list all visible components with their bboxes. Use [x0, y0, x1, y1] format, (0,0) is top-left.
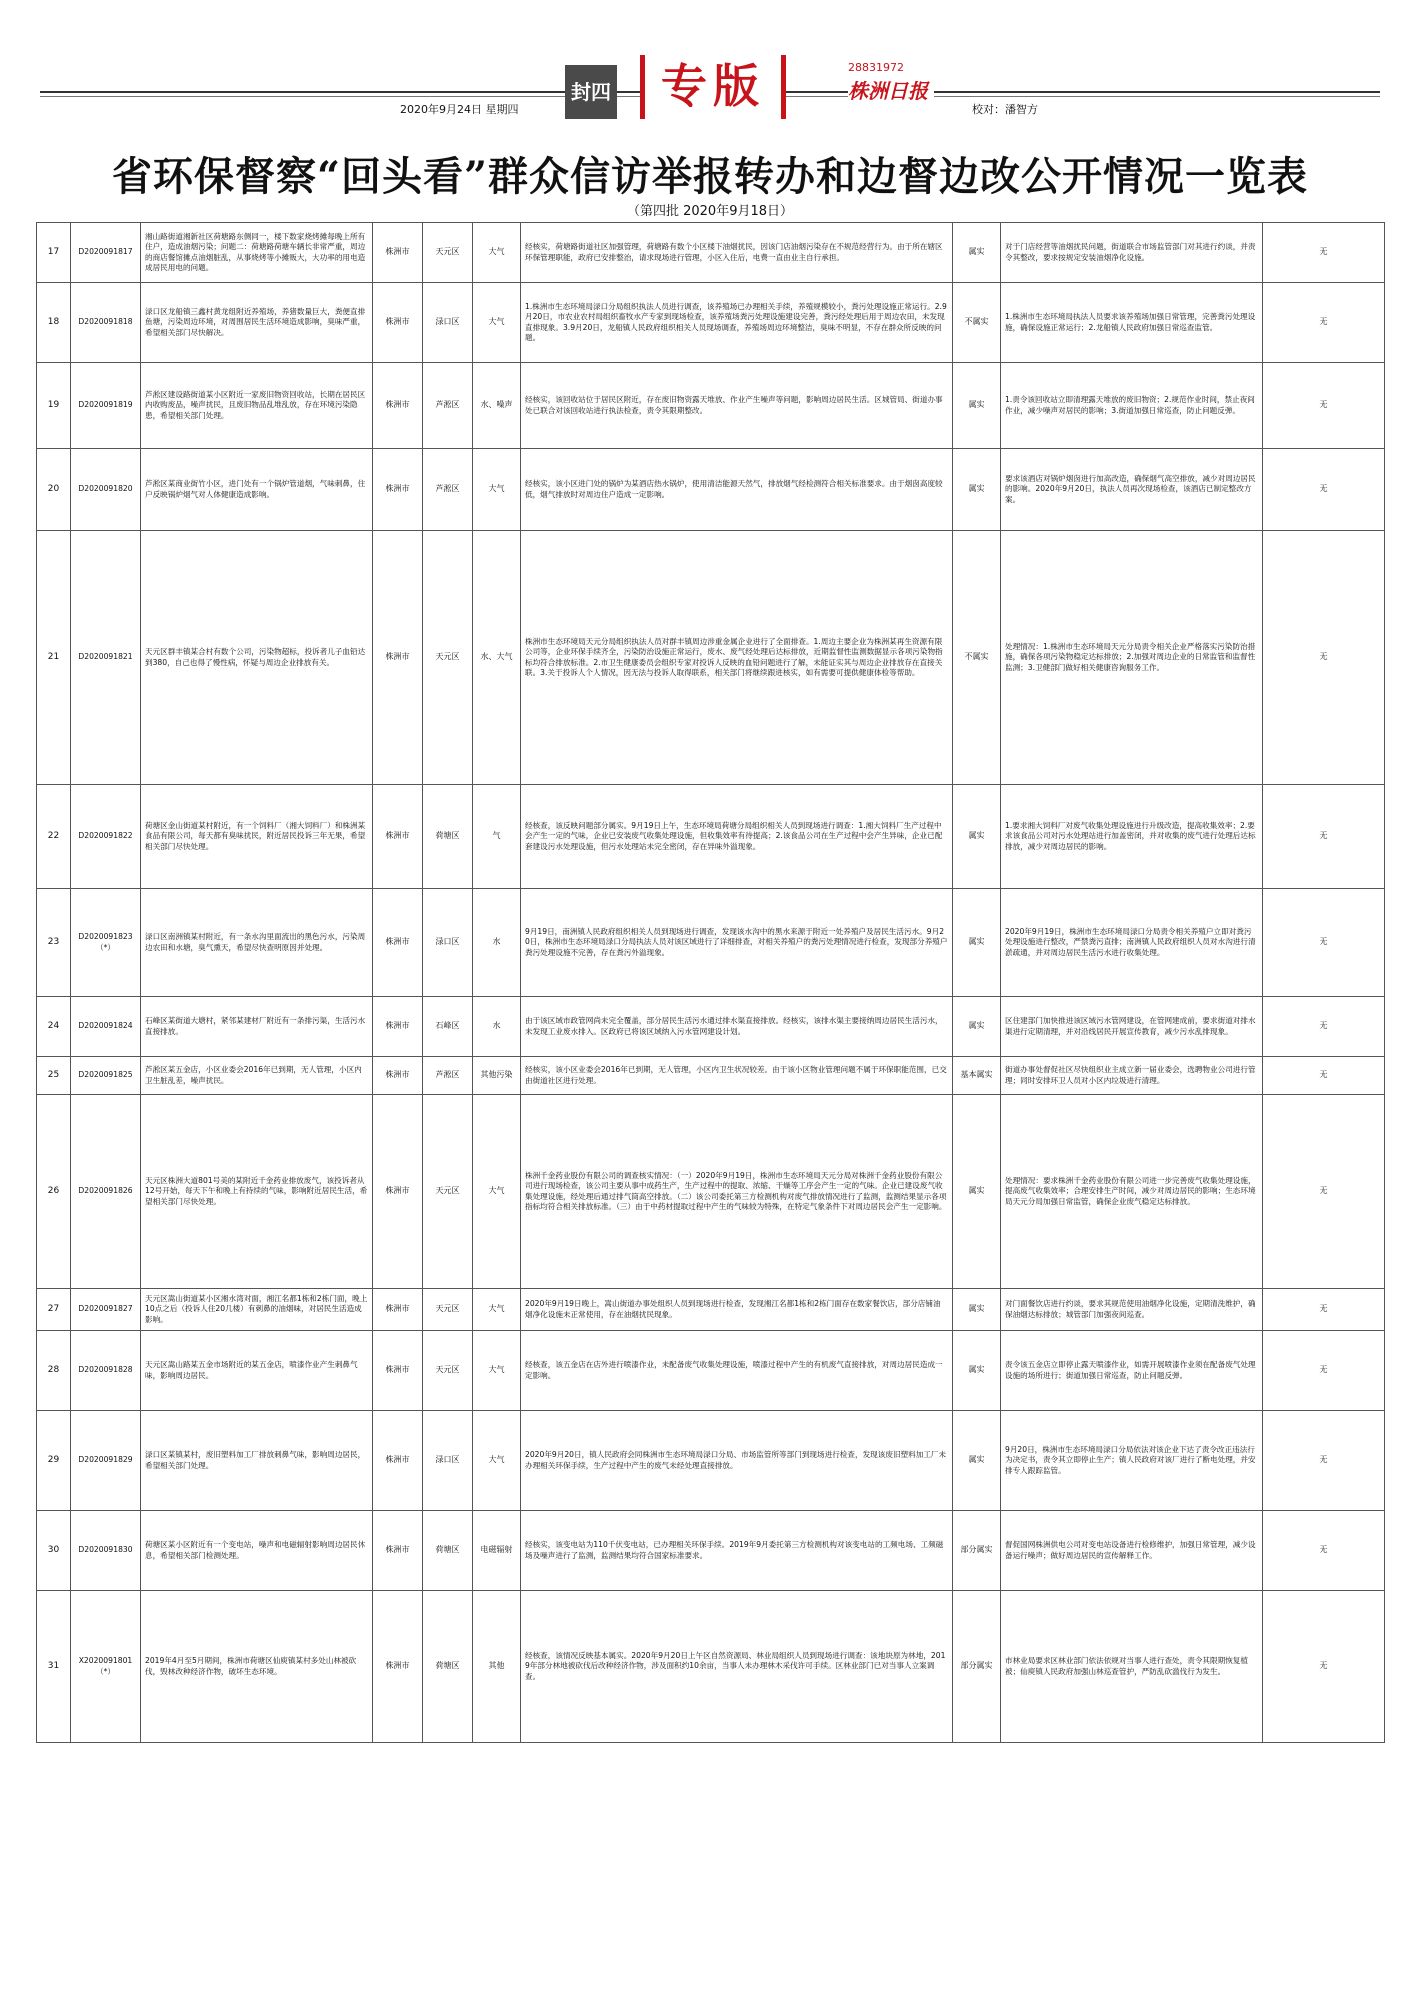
complaint-content: 渌口区某镇某村，废旧塑料加工厂排放刺鼻气味，影响周边居民，希望相关部门处理。: [141, 1411, 373, 1511]
row-number: 20: [37, 449, 71, 531]
complaint-content: 渌口区南洲镇某村附近，有一条水沟里面流出的黑色污水，污染周边农田和水塘，臭气熏天，希望尽快查明原因并处理。: [141, 889, 373, 997]
district: 芦淞区: [423, 1057, 473, 1095]
complaint-content: 荷塘区某小区附近有一个变电站，噪声和电磁辐射影响周边居民休息，希望相关部门检测处理。: [141, 1511, 373, 1591]
row-number: 26: [37, 1095, 71, 1289]
district: 石峰区: [423, 997, 473, 1057]
masthead: [40, 55, 1380, 123]
table-row: [37, 889, 1385, 997]
complaint-code: D2020091826: [71, 1095, 141, 1289]
complaint-table: [36, 222, 1385, 1743]
district: 荷塘区: [423, 1591, 473, 1743]
table-row: [37, 1057, 1385, 1095]
city: 株洲市: [373, 531, 423, 785]
district: 荷塘区: [423, 1511, 473, 1591]
investigation-result: 经核查，该情况反映基本属实。2020年9月20日上午区自然资源局、林业局组织人员到现场进行调查：该地块原为林地，2019年部分林地被砍伐后改种经济作物，涉及面积约10余亩，当事人未办理林木采伐许可手续。区林业部门已对当事人立案调查。: [521, 1591, 953, 1743]
accountability: 无: [1263, 283, 1385, 363]
pollution-type: 大气: [473, 223, 521, 283]
complaint-content: 芦淞区建设路街道某小区附近一家废旧物资回收站，长期在居民区内收购废品，噪声扰民，且废旧物品乱堆乱放，存在环境污染隐患，希望相关部门处理。: [141, 363, 373, 449]
handling-result: 街道办事处督促社区尽快组织业主成立新一届业委会，选聘物业公司进行管理；同时安排环卫人员对小区内垃圾进行清理。: [1001, 1057, 1263, 1095]
complaint-content: 荷塘区金山街道某村附近，有一个饲料厂（湘大饲料厂）和株洲某食品有限公司，每天都有臭味扰民，附近居民投诉三年无果，希望相关部门尽快处理。: [141, 785, 373, 889]
table-row: [37, 1511, 1385, 1591]
row-number: 29: [37, 1411, 71, 1511]
city: 株洲市: [373, 363, 423, 449]
table-row: [37, 449, 1385, 531]
accountability: 无: [1263, 363, 1385, 449]
complaint-code: D2020091823（*）: [71, 889, 141, 997]
investigation-result: 2020年9月20日，镇人民政府会同株洲市生态环境局渌口分局、市场监管所等部门到现场进行检查，发现该废旧塑料加工厂未办理相关环保手续，生产过程中产生的废气未经处理直接排放。: [521, 1411, 953, 1511]
row-number: 27: [37, 1289, 71, 1331]
investigation-result: 经核查，该反映问题部分属实。9月19日上午，生态环境局荷塘分局组织相关人员到现场进行调查：1.湘大饲料厂生产过程中会产生一定的气味，企业已安装废气收集处理设施，但收集效率有待提高；2.该食品公司在生产过程中会产生异味，企业已配套建设污水处理设施，但污水处理站未完全密闭，存在异味外溢现象。: [521, 785, 953, 889]
district: 芦淞区: [423, 449, 473, 531]
district: 天元区: [423, 223, 473, 283]
handling-result: 1.要求湘大饲料厂对废气收集处理设施进行升级改造，提高收集效率；2.要求该食品公司对污水处理站进行加盖密闭，并对收集的废气进行处理后达标排放，减少对周边居民的影响。: [1001, 785, 1263, 889]
accountability: 无: [1263, 1511, 1385, 1591]
pollution-type: 水: [473, 997, 521, 1057]
investigation-result: 株洲千金药业股份有限公司的调查核实情况：（一）2020年9月19日，株洲市生态环境局天元分局对株洲千金药业股份有限公司进行现场检查，该公司主要从事中成药生产，生产过程中的提取、浓缩、干燥等工序会产生一定的气味。企业已建设废气收集处理设施，经处理后通过排气筒高空排放。（二）该公司委托第三方检测机构对废气排放情况进行了监测，监测结果显示各项指标均符合相关排放标准。（三）由于中药材提取过程中产生的气味较为特殊，在特定气象条件下对周边居民会产生一定影响。: [521, 1095, 953, 1289]
row-number: 25: [37, 1057, 71, 1095]
city: 株洲市: [373, 1331, 423, 1411]
city: 株洲市: [373, 223, 423, 283]
pollution-type: 大气: [473, 1289, 521, 1331]
city: 株洲市: [373, 449, 423, 531]
section-label: 专版: [640, 55, 786, 119]
pollution-type: 大气: [473, 449, 521, 531]
complaint-content: 石峰区某街道大塘村，紧邻某建材厂附近有一条排污渠，生活污水直接排放。: [141, 997, 373, 1057]
row-number: 30: [37, 1511, 71, 1591]
pollution-type: 其他污染: [473, 1057, 521, 1095]
pollution-type: 大气: [473, 1095, 521, 1289]
city: 株洲市: [373, 1411, 423, 1511]
investigation-result: 由于该区域市政管网尚未完全覆盖，部分居民生活污水通过排水渠直接排放。经核实，该排水渠主要接纳周边居民生活污水，未发现工业废水排入。区政府已将该区域纳入污水管网建设计划。: [521, 997, 953, 1057]
handling-result: 对于门店经营等油烟扰民问题，街道联合市场监管部门对其进行约谈，并责令其整改，要求按规定安装油烟净化设施。: [1001, 223, 1263, 283]
district: 芦淞区: [423, 363, 473, 449]
investigation-result: 经核实，该变电站为110千伏变电站，已办理相关环保手续。2019年9月委托第三方检测机构对该变电站的工频电场、工频磁场及噪声进行了监测，监测结果均符合国家标准要求。: [521, 1511, 953, 1591]
complaint-content: 天元区群丰镇某合村有数个公司，污染物超标，投诉者儿子血铅达到380，自己也得了慢性病，怀疑与周边企业排放有关。: [141, 531, 373, 785]
city: 株洲市: [373, 1591, 423, 1743]
complaint-code: D2020091825: [71, 1057, 141, 1095]
verdict: 部分属实: [953, 1511, 1001, 1591]
complaint-code: D2020091830: [71, 1511, 141, 1591]
verdict: 不属实: [953, 283, 1001, 363]
district: 渌口区: [423, 283, 473, 363]
city: 株洲市: [373, 997, 423, 1057]
table-row: [37, 785, 1385, 889]
accountability: 无: [1263, 997, 1385, 1057]
district: 荷塘区: [423, 785, 473, 889]
pollution-type: 大气: [473, 1331, 521, 1411]
verdict: 属实: [953, 1331, 1001, 1411]
accountability: 无: [1263, 1591, 1385, 1743]
complaint-code: D2020091822: [71, 785, 141, 889]
investigation-result: 9月19日，南洲镇人民政府组织相关人员到现场进行调查，发现该水沟中的黑水来源于附近一处养殖户及居民生活污水。9月20日，株洲市生态环境局渌口分局执法人员对该区域进行了详细排查，对相关养殖户的粪污处理情况进行检查，发现部分养殖户粪污处理设施不完善，存在粪污外溢现象。: [521, 889, 953, 997]
complaint-content: 渌口区龙船镇三鑫村黄龙组附近养殖场，养猪数量巨大，粪便直排鱼塘，污染周边环境，对周围居民生活环境造成影响，臭味严重，希望相关部门尽快解决。: [141, 283, 373, 363]
verdict: 属实: [953, 1095, 1001, 1289]
city: 株洲市: [373, 1511, 423, 1591]
handling-result: 对门面餐饮店进行约谈，要求其规范使用油烟净化设施，定期清洗维护，确保油烟达标排放；城管部门加强夜间巡查。: [1001, 1289, 1263, 1331]
handling-result: 2020年9月19日，株洲市生态环境局渌口分局责令相关养殖户立即对粪污处理设施进行整改，严禁粪污直排；南洲镇人民政府组织人员对水沟进行清淤疏通，并对周边居民生活污水进行收集处理。: [1001, 889, 1263, 997]
district: 天元区: [423, 1095, 473, 1289]
complaint-content: 湘山路街道湘新社区荷塘路东侧同一，楼下数家烧烤摊每晚上所有住户，造成油烟污染；问题二：荷塘路荷塘车辆长非常严重，周边的商店餐馆摊点油烟脏乱，从事烧烤等小摊贩大，大功率的用电造成居民用电的问题。: [141, 223, 373, 283]
row-number: 21: [37, 531, 71, 785]
handling-result: 处理情况：1.株洲市生态环境局天元分局责令相关企业严格落实污染防治措施，确保各项污染物稳定达标排放；2.加强对周边企业的日常监管和监督性监测；3.卫健部门做好相关健康咨询服务工作。: [1001, 531, 1263, 785]
verdict: 基本属实: [953, 1057, 1001, 1095]
pollution-type: 水: [473, 889, 521, 997]
phone-number: 28831972: [848, 61, 904, 74]
handling-result: 督促国网株洲供电公司对变电站设备进行检修维护，加强日常管理，减少设备运行噪声；做好周边居民的宣传解释工作。: [1001, 1511, 1263, 1591]
handling-result: 区住建部门加快推进该区域污水管网建设，在管网建成前，要求街道对排水渠进行定期清理，并对沿线居民开展宣传教育，减少污水乱排现象。: [1001, 997, 1263, 1057]
accountability: 无: [1263, 889, 1385, 997]
handling-result: 市林业局要求区林业部门依法依规对当事人进行查处，责令其限期恢复植被；仙庾镇人民政府加强山林巡查管护，严防乱砍滥伐行为发生。: [1001, 1591, 1263, 1743]
complaint-code: D2020091829: [71, 1411, 141, 1511]
handling-result: 1.株洲市生态环境局执法人员要求该养殖场加强日常管理，完善粪污处理设施，确保设施正常运行；2.龙船镇人民政府加强日常巡查监管。: [1001, 283, 1263, 363]
verdict: 属实: [953, 889, 1001, 997]
verdict: 属实: [953, 1411, 1001, 1511]
accountability: 无: [1263, 1095, 1385, 1289]
city: 株洲市: [373, 1289, 423, 1331]
row-number: 18: [37, 283, 71, 363]
table-row: [37, 531, 1385, 785]
complaint-code: D2020091820: [71, 449, 141, 531]
verdict: 属实: [953, 1289, 1001, 1331]
verdict: 属实: [953, 223, 1001, 283]
complaint-content: 2019年4月至5月期间，株洲市荷塘区仙庾镇某村多处山林被砍伐，毁林改种经济作物，破坏生态环境。: [141, 1591, 373, 1743]
city: 株洲市: [373, 889, 423, 997]
handling-result: 9月20日，株洲市生态环境局渌口分局依法对该企业下达了责令改正违法行为决定书，责令其立即停止生产；镇人民政府对该厂进行了断电处理，并安排专人跟踪监管。: [1001, 1411, 1263, 1511]
complaint-code: D2020091824: [71, 997, 141, 1057]
row-number: 31: [37, 1591, 71, 1743]
pollution-type: 水、大气: [473, 531, 521, 785]
accountability: 无: [1263, 1411, 1385, 1511]
complaint-code: X2020091801（*）: [71, 1591, 141, 1743]
pollution-type: 其他: [473, 1591, 521, 1743]
table-row: [37, 363, 1385, 449]
handling-result: 1.责令该回收站立即清理露天堆放的废旧物资；2.规范作业时间，禁止夜间作业，减少噪声对居民的影响；3.街道加强日常巡查，防止问题反弹。: [1001, 363, 1263, 449]
pollution-type: 大气: [473, 283, 521, 363]
city: 株洲市: [373, 1095, 423, 1289]
proofreader: 校对：潘智方: [972, 103, 1038, 116]
investigation-result: 经核实，荷塘路街道社区加强管理，荷塘路有数个小区楼下油烟扰民，因该门店油烟污染存在不规范经营行为。由于所在辖区环保管理职能，政府已安排整治，请求现场进行管理，小区入住后，电费一直由业主自行承担。: [521, 223, 953, 283]
handling-result: 处理情况：要求株洲千金药业股份有限公司进一步完善废气收集处理设施，提高废气收集效率；合理安排生产时间，减少对周边居民的影响；生态环境局天元分局加强日常监管，确保企业废气稳定达标排放。: [1001, 1095, 1263, 1289]
complaint-content: 天元区嵩山街道某小区湘水湾对面，湘江名都1栋和2栋门面，晚上10点之后（投诉人住20几楼）有刺鼻的油烟味，对居民生活造成影响。: [141, 1289, 373, 1331]
investigation-result: 经核实，该小区进门处的锅炉为某酒店热水锅炉，使用清洁能源天然气，排放烟气经检测符合相关标准要求。由于烟囱高度较低，烟气排放时对周边住户造成一定影响。: [521, 449, 953, 531]
table-row: [37, 1591, 1385, 1743]
complaint-code: D2020091828: [71, 1331, 141, 1411]
complaint-code: D2020091821: [71, 531, 141, 785]
accountability: 无: [1263, 1331, 1385, 1411]
row-number: 19: [37, 363, 71, 449]
page-label: 封四: [565, 65, 617, 119]
complaint-code: D2020091818: [71, 283, 141, 363]
paper-logo: 株洲日报: [848, 75, 934, 104]
verdict: 属实: [953, 363, 1001, 449]
district: 天元区: [423, 531, 473, 785]
city: 株洲市: [373, 283, 423, 363]
page-title: 省环保督察“回头看”群众信访举报转办和边督边改公开情况一览表: [111, 153, 1308, 200]
table-row: [37, 283, 1385, 363]
table-row: [37, 1411, 1385, 1511]
pollution-type: 电磁辐射: [473, 1511, 521, 1591]
row-number: 22: [37, 785, 71, 889]
complaint-content: 天元区嵩山路某五金市场附近的某五金店，喷漆作业产生刺鼻气味，影响周边居民。: [141, 1331, 373, 1411]
complaint-code: D2020091819: [71, 363, 141, 449]
accountability: 无: [1263, 1057, 1385, 1095]
district: 渌口区: [423, 1411, 473, 1511]
verdict: 属实: [953, 785, 1001, 889]
row-number: 28: [37, 1331, 71, 1411]
district: 天元区: [423, 1289, 473, 1331]
table-row: [37, 1095, 1385, 1289]
accountability: 无: [1263, 449, 1385, 531]
verdict: 属实: [953, 997, 1001, 1057]
page-subtitle: （第四批 2020年9月18日）: [626, 204, 794, 219]
verdict: 不属实: [953, 531, 1001, 785]
verdict: 属实: [953, 449, 1001, 531]
table-row: [37, 223, 1385, 283]
row-number: 24: [37, 997, 71, 1057]
investigation-result: 2020年9月19日晚上，嵩山街道办事处组织人员到现场进行检查，发现湘江名都1栋和2栋门面存在数家餐饮店，部分店铺油烟净化设施未正常使用，存在油烟扰民现象。: [521, 1289, 953, 1331]
table-row: [37, 1289, 1385, 1331]
district: 天元区: [423, 1331, 473, 1411]
accountability: 无: [1263, 223, 1385, 283]
investigation-result: 经核实，该小区业委会2016年已到期，无人管理，小区内卫生状况较差。由于该小区物业管理问题不属于环保职能范围，已交由街道社区进行处理。: [521, 1057, 953, 1095]
investigation-result: 株洲市生态环境局天元分局组织执法人员对群丰镇周边涉重金属企业进行了全面排查。1.周边主要企业为株洲某再生资源有限公司等，企业环保手续齐全，污染防治设施正常运行，废水、废气经处理后达标排放，近期监督性监测数据显示各项污染物指标均符合排放标准。2.市卫生健康委员会组织专家对投诉人反映的血铅问题进行了解，未能证实其与周边企业排放存在直接关联。3.关于投诉人个人情况，因无法与投诉人取得联系，相关部门将继续跟进核实，如有需要可提供健康体检等帮助。: [521, 531, 953, 785]
investigation-result: 1.株洲市生态环境局渌口分局组织执法人员进行调查，该养殖场已办理相关手续，养殖规模较小，粪污处理设施正常运行。2.9月20日，市农业农村局组织畜牧水产专家到现场检查，该养殖场粪污处理设施建设完善，粪污经处理后用于周边农田，未发现直排现象。3.9月20日，龙船镇人民政府组织相关人员现场调查，养殖场周边环境整洁，臭味不明显，不存在群众所反映的问题。: [521, 283, 953, 363]
verdict: 部分属实: [953, 1591, 1001, 1743]
pollution-type: 气: [473, 785, 521, 889]
investigation-result: 经核实，该回收站位于居民区附近，存在废旧物资露天堆放、作业产生噪声等问题，影响周边居民生活。区城管局、街道办事处已联合对该回收站进行执法检查，责令其限期整改。: [521, 363, 953, 449]
table-row: [37, 1331, 1385, 1411]
pollution-type: 水、噪声: [473, 363, 521, 449]
table-row: [37, 997, 1385, 1057]
district: 渌口区: [423, 889, 473, 997]
complaint-content: 芦淞区某商业街竹小区，进门处有一个锅炉管道烟，气味刺鼻，住户反映锅炉烟气对人体健康造成影响。: [141, 449, 373, 531]
issue-date: 2020年9月24日 星期四: [400, 103, 519, 116]
row-number: 17: [37, 223, 71, 283]
accountability: 无: [1263, 785, 1385, 889]
accountability: 无: [1263, 1289, 1385, 1331]
complaint-code: D2020091817: [71, 223, 141, 283]
pollution-type: 大气: [473, 1411, 521, 1511]
city: 株洲市: [373, 1057, 423, 1095]
complaint-content: 芦淞区某五金店，小区业委会2016年已到期，无人管理，小区内卫生脏乱差，噪声扰民。: [141, 1057, 373, 1095]
handling-result: 要求该酒店对锅炉烟囱进行加高改造，确保烟气高空排放，减少对周边居民的影响。2020年9月20日，执法人员再次现场检查，该酒店已制定整改方案。: [1001, 449, 1263, 531]
row-number: 23: [37, 889, 71, 997]
handling-result: 责令该五金店立即停止露天喷漆作业，如需开展喷漆作业须在配备废气处理设施的场所进行；街道加强日常巡查，防止问题反弹。: [1001, 1331, 1263, 1411]
complaint-code: D2020091827: [71, 1289, 141, 1331]
complaint-content: 天元区株洲大道801号美的某附近千金药业排放废气，该投诉者从12号开始，每天下午和晚上有持续的气味，影响附近居民生活，希望相关部门尽快处理。: [141, 1095, 373, 1289]
accountability: 无: [1263, 531, 1385, 785]
investigation-result: 经核查，该五金店在店外进行喷漆作业，未配备废气收集处理设施，喷漆过程中产生的有机废气直接排放，对周边居民造成一定影响。: [521, 1331, 953, 1411]
city: 株洲市: [373, 785, 423, 889]
